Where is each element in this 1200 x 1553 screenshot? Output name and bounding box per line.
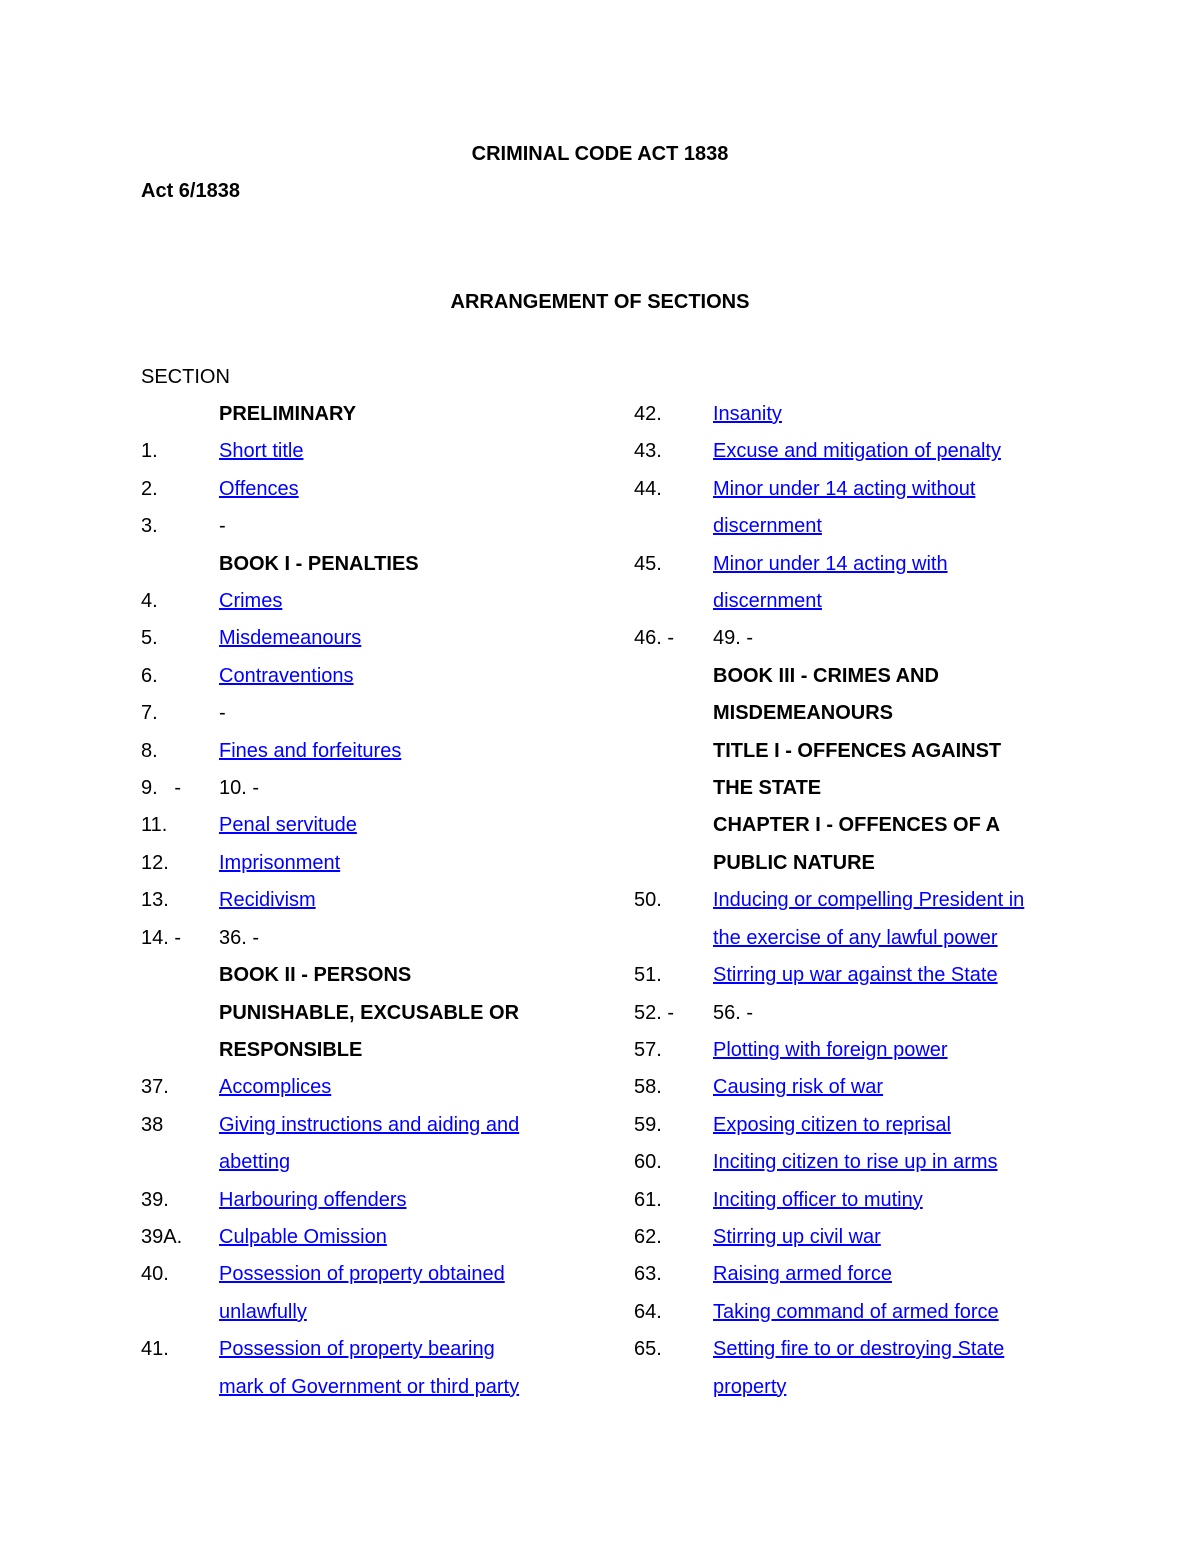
section-number: 50. [634, 889, 662, 912]
section-entry [634, 1219, 1074, 1256]
section-number: 51. [634, 964, 662, 987]
section-entry [141, 1069, 581, 1106]
section-link-plotting-with-foreign-power[interactable]: Plotting with foreign power [713, 1038, 948, 1061]
section-link-crimes[interactable]: Crimes [219, 590, 283, 613]
section-group-heading [141, 546, 581, 583]
section-number: 13. [141, 889, 169, 912]
section-entry [141, 583, 581, 620]
section-number: 7. [141, 702, 158, 725]
section-entry [634, 1182, 1074, 1219]
section-number: 42. [634, 403, 662, 425]
section-column-label: SECTION [141, 366, 230, 388]
section-range-text: - [219, 702, 226, 725]
section-link-possession-of-property-bearing-mark-of-g[interactable]: Possession of property bearing mark of Government or third party [219, 1338, 520, 1398]
section-entry [634, 546, 1074, 621]
section-entry [141, 433, 581, 470]
arrangement-heading: ARRANGEMENT OF SECTIONS [450, 291, 750, 313]
section-number: 6. [141, 664, 158, 687]
section-number: 45. [634, 552, 662, 575]
section-entry [141, 471, 581, 508]
section-entry [634, 995, 1074, 1032]
section-number: 14. - [141, 926, 182, 949]
section-number: 39. [141, 1188, 169, 1211]
section-entry [634, 1331, 1074, 1406]
section-link-fines-and-forfeitures[interactable]: Fines and forfeitures [219, 739, 402, 762]
section-link-excuse-and-mitigation-of-penalty[interactable]: Excuse and mitigation of penalty [713, 440, 1001, 463]
section-link-giving-instructions-and-aiding-and-abett[interactable]: Giving instructions and aiding and abetting [219, 1113, 520, 1174]
section-range-text: 56. - [713, 1001, 754, 1024]
section-link-inducing-or-compelling-president-in-the-[interactable]: Inducing or compelling President in the exercise of any lawful power [713, 889, 1025, 949]
section-group-heading [634, 658, 1074, 733]
section-number: 65. [634, 1338, 662, 1361]
section-number: 58. [634, 1076, 662, 1099]
section-entry [141, 882, 581, 919]
section-number: 39A. [141, 1225, 183, 1248]
section-heading-book-i-penalties: BOOK I - PENALTIES [219, 552, 419, 575]
section-number: 46. - [634, 627, 675, 650]
section-group-heading [141, 957, 581, 1069]
section-entry [141, 508, 581, 545]
section-number: 57. [634, 1038, 662, 1061]
section-number: 3. [141, 515, 158, 538]
section-link-misdemeanours[interactable]: Misdemeanours [219, 627, 362, 650]
section-number: 40. [141, 1263, 169, 1286]
section-entry [634, 1294, 1074, 1331]
section-entry [634, 620, 1074, 657]
section-number: 43. [634, 440, 662, 463]
section-link-inciting-citizen-to-rise-up-in-arms[interactable]: Inciting citizen to rise up in arms [713, 1151, 998, 1174]
section-link-minor-under-14-acting-without-discernmen[interactable]: Minor under 14 acting without discernment [713, 477, 976, 538]
section-link-minor-under-14-acting-with-discernment[interactable]: Minor under 14 acting with discernment [713, 552, 948, 613]
section-number: 44. [634, 477, 662, 500]
section-link-imprisonment[interactable]: Imprisonment [219, 851, 341, 874]
section-number: 1. [141, 440, 158, 463]
section-entry [141, 845, 581, 882]
section-link-setting-fire-to-or-destroying-state-prop[interactable]: Setting fire to or destroying State property [713, 1338, 1005, 1398]
section-link-exposing-citizen-to-reprisal[interactable]: Exposing citizen to reprisal [713, 1113, 951, 1136]
section-entry [141, 733, 581, 770]
section-entry [634, 1032, 1074, 1069]
section-entry [634, 1256, 1074, 1293]
section-number: 60. [634, 1151, 662, 1174]
section-number: 63. [634, 1263, 662, 1286]
section-number: 9. - [141, 777, 182, 800]
section-link-inciting-officer-to-mutiny[interactable]: Inciting officer to mutiny [713, 1188, 923, 1211]
section-heading-book-iii-crimes-and-misdemeanours: BOOK III - CRIMES AND MISDEMEANOURS [713, 664, 939, 725]
section-link-harbouring-offenders[interactable]: Harbouring offenders [219, 1188, 407, 1211]
section-entry [141, 807, 581, 844]
section-entry [141, 920, 581, 957]
section-number: 12. [141, 851, 169, 874]
section-number: 2. [141, 477, 158, 500]
section-entry [634, 433, 1074, 470]
section-link-penal-servitude[interactable]: Penal servitude [219, 814, 357, 837]
section-group-heading [634, 733, 1074, 808]
section-entry [634, 957, 1074, 994]
section-link-accomplices[interactable]: Accomplices [219, 1076, 332, 1099]
section-number: 62. [634, 1225, 662, 1248]
section-link-contraventions[interactable]: Contraventions [219, 664, 354, 687]
section-number: 52. - [634, 1001, 675, 1024]
section-entry [141, 658, 581, 695]
section-link-taking-command-of-armed-force[interactable]: Taking command of armed force [713, 1300, 999, 1323]
section-link-short-title[interactable]: Short title [219, 440, 304, 463]
section-link-offences[interactable]: Offences [219, 477, 299, 500]
act-number: Act 6/1838 [141, 180, 240, 202]
section-group-heading [141, 396, 581, 433]
section-entry [141, 1219, 581, 1256]
section-entry [141, 695, 581, 732]
section-link-stirring-up-war-against-the-state[interactable]: Stirring up war against the State [713, 964, 998, 987]
section-number: 8. [141, 739, 158, 762]
section-heading-chapter-i-offences-of-a-public-nature: CHAPTER I - OFFENCES OF A PUBLIC NATURE [713, 814, 1001, 874]
section-entry [141, 1256, 581, 1331]
section-entry [141, 620, 581, 657]
document-title: CRIMINAL CODE ACT 1838 [471, 143, 729, 165]
section-range-text: 49. - [713, 627, 754, 650]
section-entry [141, 1331, 581, 1406]
section-number: 59. [634, 1113, 662, 1136]
section-number: 41. [141, 1338, 169, 1361]
section-number: 38 [141, 1113, 164, 1136]
section-number: 64. [634, 1300, 662, 1323]
section-entry [634, 882, 1074, 957]
section-heading-book-ii-persons-punishable-excusable-or-: BOOK II - PERSONS PUNISHABLE, EXCUSABLE OR RESPONSIBLE [219, 964, 520, 1061]
section-entry [634, 471, 1074, 546]
section-entry [634, 1144, 1074, 1181]
left-column [141, 396, 581, 1406]
section-link-recidivism[interactable]: Recidivism [219, 889, 316, 912]
section-link-possession-of-property-obtained-unlawful[interactable]: Possession of property obtained unlawfully [219, 1263, 505, 1323]
section-heading-preliminary: PRELIMINARY [219, 403, 357, 425]
section-link-raising-armed-force[interactable]: Raising armed force [713, 1263, 892, 1286]
section-range-text: - [219, 515, 226, 538]
section-number: 61. [634, 1188, 662, 1211]
section-entry [634, 1069, 1074, 1106]
section-number: 5. [141, 627, 158, 650]
section-number: 37. [141, 1076, 169, 1099]
right-column [634, 396, 1074, 1406]
section-entry [141, 770, 581, 807]
section-group-heading [634, 807, 1074, 882]
section-entry [634, 396, 1074, 433]
section-link-stirring-up-civil-war[interactable]: Stirring up civil war [713, 1225, 881, 1248]
section-link-causing-risk-of-war[interactable]: Causing risk of war [713, 1076, 884, 1099]
section-range-text: 36. - [219, 926, 260, 949]
section-entry [141, 1107, 581, 1182]
section-number: 11. [141, 814, 168, 837]
section-link-insanity[interactable]: Insanity [713, 403, 782, 425]
section-range-text: 10. - [219, 777, 260, 800]
section-entry [634, 1107, 1074, 1144]
section-link-culpable-omission[interactable]: Culpable Omission [219, 1225, 387, 1248]
section-number: 4. [141, 590, 158, 613]
section-heading-title-i-offences-against-the-state: TITLE I - OFFENCES AGAINST THE STATE [713, 739, 1002, 800]
section-entry [141, 1182, 581, 1219]
